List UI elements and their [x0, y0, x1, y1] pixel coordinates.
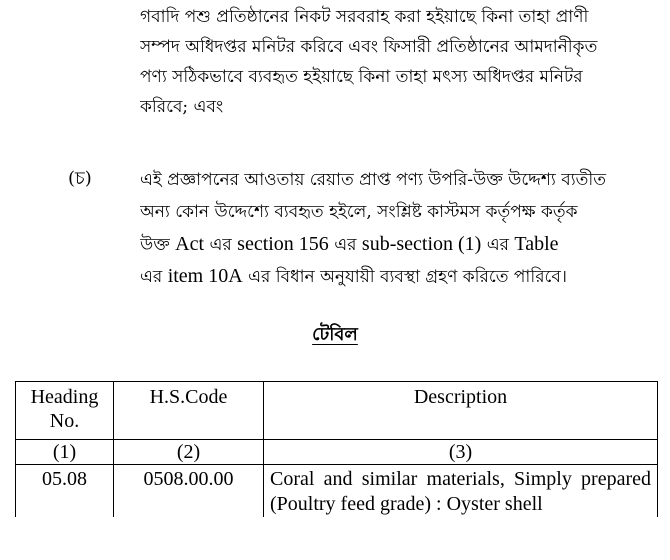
column-header-description: Description — [264, 382, 658, 440]
clause-text: section 156 — [237, 233, 329, 255]
clause-c-paragraph — [140, 164, 654, 292]
column-header-heading-no: Heading No. — [16, 382, 114, 440]
cell-hs-code: 0508.00.00 — [114, 465, 264, 518]
paragraph-line: পণ্য সঠিকভাবে ব্যবহৃত হইয়াছে কিনা তাহা মৎস্য অধিদপ্তর মনিটর — [140, 67, 583, 87]
paragraph-line: করিবে; এবং — [140, 97, 224, 117]
column-number: (2) — [114, 440, 264, 465]
column-number: (1) — [16, 440, 114, 465]
clause-text: উক্ত — [140, 235, 176, 255]
cell-heading: 05.08 — [16, 465, 114, 518]
clause-line — [140, 260, 654, 292]
clause-text: এর — [481, 235, 515, 255]
column-header-hs-code: H.S.Code — [114, 382, 264, 440]
paragraph-monitoring — [140, 2, 654, 122]
clause-line: অন্য কোন উদ্দেশ্যে ব্যবহৃত হইলে, সংশ্লিষ্ট কাস্টমস কর্তৃপক্ষ কর্তৃক — [140, 202, 578, 222]
clause-text: Act — [175, 233, 205, 255]
clause-text: এর — [140, 267, 168, 287]
tariff-table — [15, 381, 658, 517]
table-header-row — [16, 382, 658, 440]
clause-text: item 10A — [167, 265, 243, 287]
table-title-text: টেবিল — [312, 324, 358, 345]
clause-text: এর — [204, 235, 238, 255]
clause-text: sub-section (1) — [361, 233, 482, 255]
column-number: (3) — [264, 440, 658, 465]
cell-description: Coral and similar materials, Simply prepared (Poultry feed grade) : Oyster shell — [264, 465, 658, 518]
table-row — [16, 465, 658, 518]
paragraph-line: সম্পদ অধিদপ্তর মনিটর করিবে এবং ফিসারী প্রতিষ্ঠানের আমদানীকৃত — [140, 37, 598, 57]
clause-text: এর — [328, 235, 362, 255]
clause-text: Table — [514, 233, 559, 255]
clause-line — [140, 228, 654, 260]
clause-text: এর বিধান অনুযায়ী ব্যবস্থা গ্রহণ করিতে পারিবে। — [242, 267, 567, 287]
table-title — [0, 322, 670, 348]
clause-label: (চ) — [68, 168, 92, 189]
clause-line: এই প্রজ্ঞাপনের আওতায় রেয়াত প্রাপ্ত পণ্য উপরি-উক্ত উদ্দেশ্য ব্যতীত — [140, 170, 606, 190]
paragraph-line: গবাদি পশু প্রতিষ্ঠানের নিকট সরবরাহ করা হইয়াছে কিনা তাহা প্রাণী — [140, 7, 589, 27]
table-number-row — [16, 440, 658, 465]
